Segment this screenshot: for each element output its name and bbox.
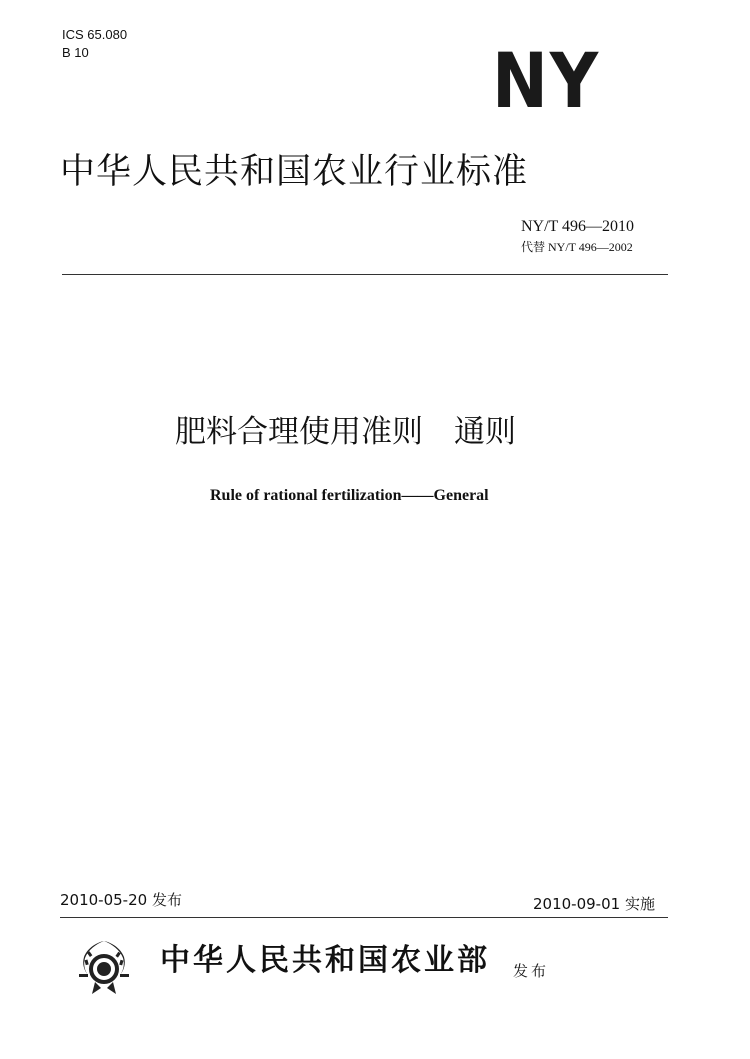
issue-date: 2010-05-20 发布	[60, 891, 182, 909]
standard-category-title: 中华人民共和国农业行业标准	[60, 152, 529, 192]
publisher-name: 中华人民共和国农业部	[160, 943, 490, 978]
footer-divider	[60, 917, 668, 918]
document-title-en: Rule of rational fertilization——General	[210, 487, 489, 504]
replaces-standard: 代替 NY/T 496—2002	[521, 240, 633, 254]
document-title-cn: 肥料合理使用准则 通则	[175, 414, 516, 450]
standard-number: NY/T 496—2010	[521, 218, 635, 235]
ics-code: ICS 65.080	[62, 27, 128, 42]
ministry-emblem-icon	[74, 938, 134, 998]
classification-code: B 10	[62, 45, 89, 60]
implementation-date: 2010-09-01 实施	[533, 895, 655, 913]
publish-label: 发布	[513, 962, 550, 980]
header-divider	[62, 274, 668, 275]
ny-logo: NY	[492, 36, 600, 125]
